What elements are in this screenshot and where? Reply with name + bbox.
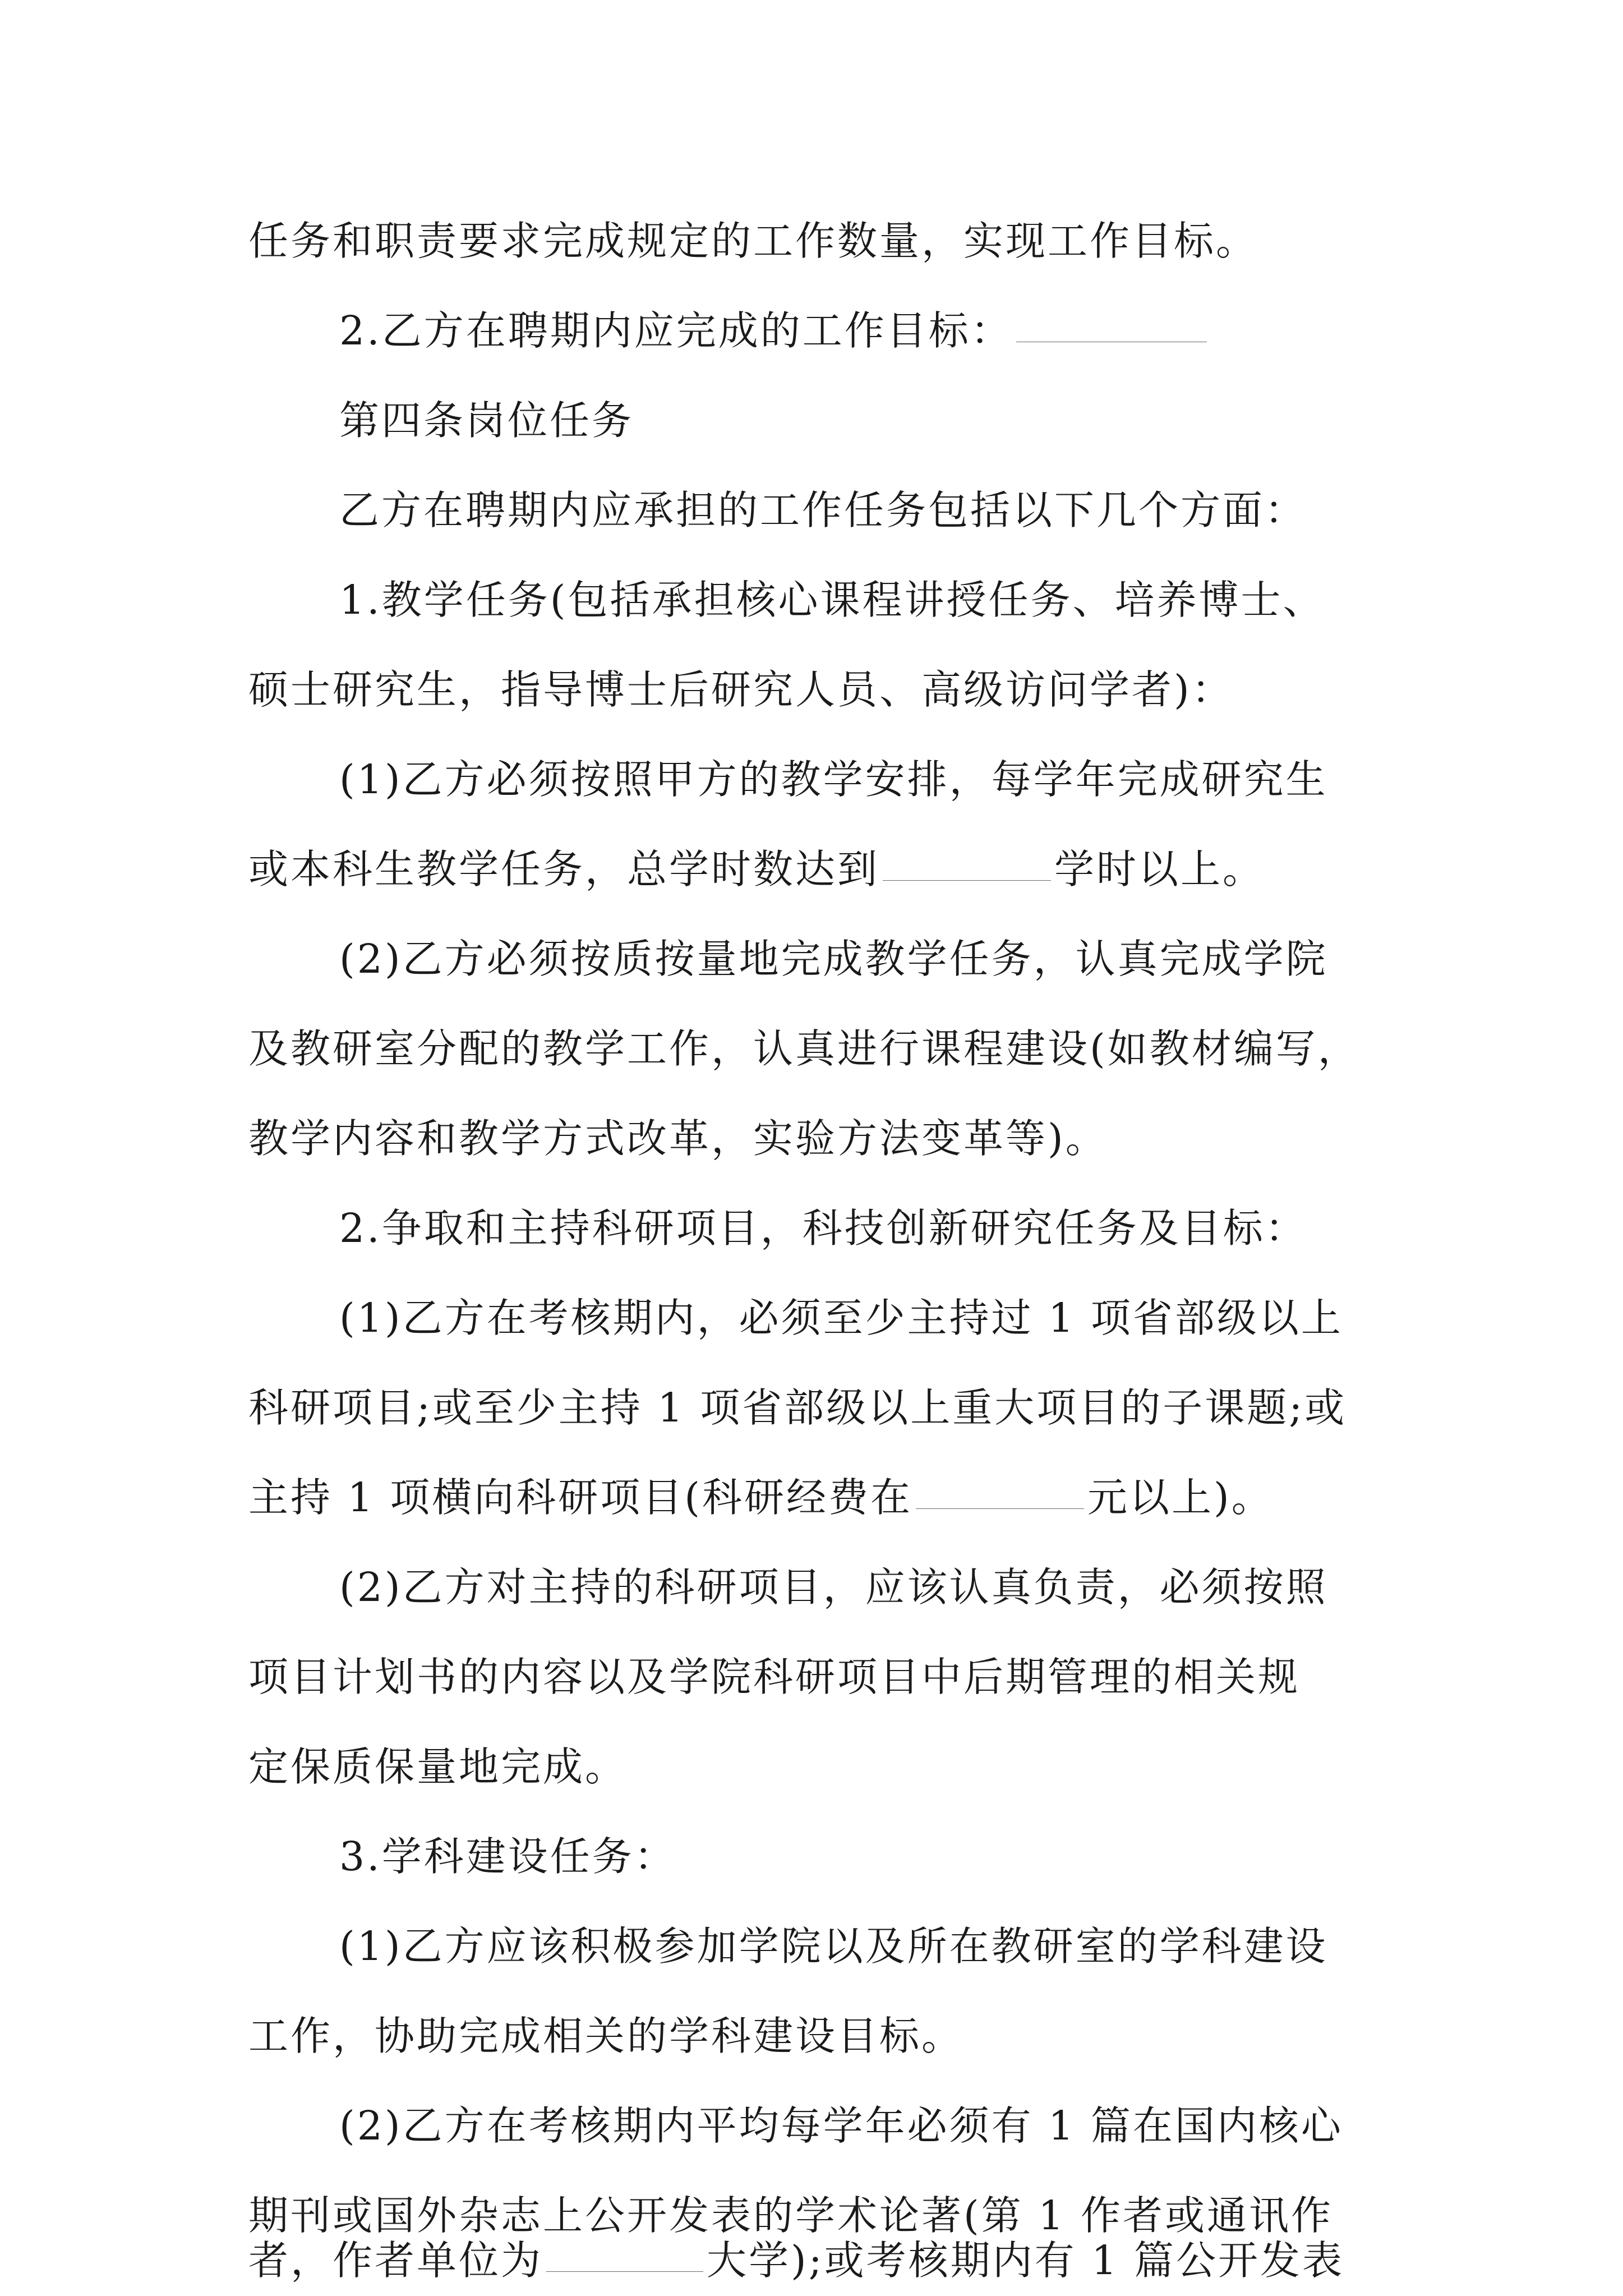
text-line <box>339 1920 1393 1973</box>
line-text: 工作，协助完成相关的学科建设目标。 <box>248 2013 964 2059</box>
text-line <box>248 1471 1393 1525</box>
line-text: 大学);或考核期内有 1 篇公开发表 <box>707 2237 1344 2284</box>
line-text: 教学内容和教学方式改革，实验方法变革等)。 <box>248 1115 1108 1162</box>
text-line <box>248 1650 1393 1704</box>
line-text: 元以上)。 <box>1087 1474 1274 1521</box>
text-line <box>248 663 1393 717</box>
line-text: 及教研室分配的教学工作，认真进行课程建设(如教材编写， <box>248 1025 1360 1072</box>
line-text: 学时以上。 <box>1054 846 1265 892</box>
text-line <box>339 1202 1393 1255</box>
line-text: 硕士研究生，指导博士后研究人员、高级访问学者)： <box>248 666 1234 713</box>
line-text: 项目计划书的内容以及学院科研项目中后期管理的相关规 <box>248 1654 1301 1700</box>
text-line <box>339 1830 1393 1884</box>
line-text: 定保质保量地完成。 <box>248 1743 628 1790</box>
text-line <box>248 1381 1393 1435</box>
line-text: (2)乙方对主持的科研项目，应该认真负责，必须按照 <box>339 1564 1328 1611</box>
line-text: 1.教学任务(包括承担核心课程讲授任务、培养博士、 <box>339 577 1325 623</box>
line-text: 任务和职责要求完成规定的工作数量，实现工作目标。 <box>248 218 1258 264</box>
text-line <box>248 2009 1393 2063</box>
line-text: 2.争取和主持科研项目，科技创新研究任务及目标： <box>339 1205 1307 1251</box>
text-line <box>248 1112 1393 1166</box>
fill-in-blank <box>883 880 1051 881</box>
line-text: (1)乙方在考核期内，必须至少主持过 1 项省部级以上 <box>339 1295 1343 1341</box>
text-line <box>339 304 1393 358</box>
text-line <box>248 1740 1393 1794</box>
line-text: (2)乙方在考核期内平均每学年必须有 1 篇在国内核心 <box>339 2102 1343 2149</box>
line-text: 或本科生教学任务，总学时数达到 <box>248 846 880 892</box>
text-line <box>339 2099 1393 2153</box>
text-line <box>339 1291 1393 1345</box>
line-text: 主持 1 项横向科研项目(科研经费在 <box>248 1474 913 1521</box>
line-text: (1)乙方必须按照甲方的教学安排，每学年完成研究生 <box>339 756 1328 803</box>
fill-in-blank <box>916 1508 1084 1509</box>
line-text: 第四条岗位任务 <box>339 397 634 444</box>
section-heading <box>339 394 1393 448</box>
text-line <box>339 1561 1393 1614</box>
text-line <box>248 1022 1393 1076</box>
text-line <box>248 2234 1393 2288</box>
text-line <box>339 932 1393 986</box>
fill-in-blank <box>546 2271 703 2272</box>
text-line <box>248 843 1393 896</box>
line-text: 2.乙方在聘期内应完成的工作目标： <box>339 307 1013 354</box>
line-text: 者，作者单位为 <box>248 2237 543 2284</box>
text-line <box>339 753 1393 807</box>
text-line <box>339 484 1393 537</box>
text-line <box>248 214 1393 268</box>
line-text: 期刊或国外杂志上公开发表的学术论著(第 1 作者或通讯作 <box>248 2192 1334 2239</box>
line-text: (1)乙方应该积极参加学院以及所在教研室的学科建设 <box>339 1923 1328 1970</box>
line-text: 科研项目;或至少主持 1 项省部级以上重大项目的子课题;或 <box>248 1384 1347 1431</box>
text-line <box>339 573 1393 627</box>
line-text: 3.学科建设任务： <box>339 1833 676 1880</box>
line-text: (2)乙方必须按质按量地完成教学任务，认真完成学院 <box>339 936 1328 982</box>
line-text: 乙方在聘期内应承担的工作任务包括以下几个方面： <box>339 487 1307 533</box>
